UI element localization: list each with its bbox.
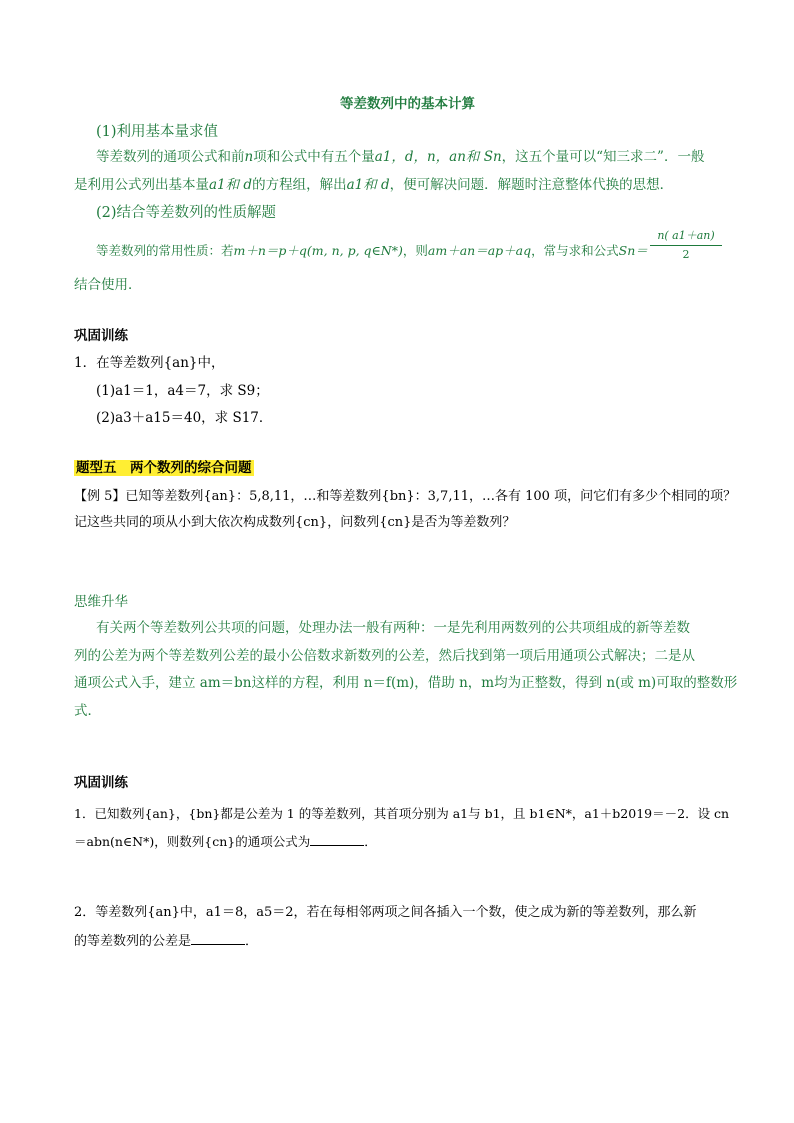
formula: m＋n＝p＋q(m, n, p, q∈N*) <box>233 243 403 258</box>
formula: Sn＝ <box>618 243 648 258</box>
text-run: 的方程组，解出 <box>252 177 347 193</box>
practice2-q2-line1: 2．等差数列{an}中，a1＝8，a5＝2，若在每相邻两项之间各插入一个数，使之成为新的等差数列，那么新 <box>74 905 697 920</box>
highlighted-heading: 题型五 两个数列的综合问题 <box>76 460 252 476</box>
thinking-line2: 列的公差为两个等差数列公差的最小公倍数求新数列的公差，然后找到第一项后用通项公式解决；二是从 <box>74 648 695 664</box>
example-line2: 记这些共同的项从小到大依次构成数列{cn}，问数列{cn}是否为等差数列？ <box>74 515 516 530</box>
practice2-q2-line2 <box>74 930 258 952</box>
fraction-denominator: 2 <box>682 248 690 261</box>
text-run: 等差数列的通项公式和前 <box>96 149 245 165</box>
answer-blank[interactable] <box>310 831 364 846</box>
text-run: 等差数列的常用性质：若 <box>96 243 234 258</box>
practice-heading-2: 巩固训练 <box>74 775 128 791</box>
section2-para-line1 <box>96 241 648 261</box>
example-label: 【例 5】 <box>74 489 126 504</box>
text-run: 是利用公式列出基本量 <box>74 177 209 193</box>
section1-para-line2 <box>74 175 673 195</box>
thinking-heading: 思维升华 <box>74 594 128 610</box>
text-run: 的等差数列的公差是 <box>74 934 192 949</box>
var-list: a1和 d <box>209 177 253 193</box>
practice-heading: 巩固训练 <box>74 328 128 344</box>
thinking-line3: 通项公式入手，建立 am＝bn这样的方程，利用 n＝f(m)，借助 n，m均为正整数，得到 n(或 m)可取的整数形 <box>74 675 738 691</box>
question-1-part1: (1)a1＝1，a4＝7，求 S9； <box>96 383 269 399</box>
practice2-q1-line2 <box>74 831 377 852</box>
text-run: ． <box>245 934 259 949</box>
fraction-bar <box>650 245 722 246</box>
var-n: n <box>244 149 254 165</box>
page-title: 等差数列中的基本计算 <box>340 96 475 112</box>
practice2-q1-line1: 1．已知数列{an}，{bn}都是公差为 1 的等差数列，其首项分别为 a1与 b1，且 b1∈N*，a1＋b2019＝－2．设 cn <box>74 806 730 821</box>
text-run: ，这五个量可以“知三求二”．一般 <box>501 149 705 165</box>
text-run: ，便可解决问题．解题时注意整体代换的思想． <box>389 177 674 193</box>
section2-para-line2: 结合使用． <box>74 277 142 293</box>
var-list: a1，d，n，an和 Sn <box>374 149 502 165</box>
text-run: ． <box>364 834 377 849</box>
section2-heading: (2)结合等差数列的性质解题 <box>96 205 277 221</box>
text-run: ＝abn(n∈N*)，则数列{cn}的通项公式为 <box>74 834 311 849</box>
formula: am＋an＝ap＋aq <box>427 243 532 258</box>
section1-heading: (1)利用基本量求值 <box>96 124 219 140</box>
answer-blank[interactable] <box>191 930 245 945</box>
example-line1 <box>74 487 736 507</box>
question-1: 1．在等差数列{an}中， <box>74 355 225 371</box>
type5-heading <box>74 458 254 478</box>
fraction-numerator: n( a1＋an) <box>657 229 715 242</box>
section1-para-line1 <box>96 147 704 167</box>
text-run: 已知等差数列{an}：5,8,11，…和等差数列{bn}：3,7,11，…各有 100 项，问它们有多少个相同的项？ <box>125 489 737 504</box>
thinking-line4: 式． <box>74 703 101 719</box>
sum-formula-fraction <box>650 229 722 262</box>
text-run: ，则 <box>402 243 428 258</box>
var-list: a1和 d <box>346 177 390 193</box>
question-1-part2: (2)a3＋a15＝40，求 S17． <box>96 410 273 426</box>
text-run: ，常与求和公式 <box>531 243 619 258</box>
text-run: 项和公式中有五个量 <box>253 149 375 165</box>
thinking-line1: 有关两个等差数列公共项的问题，处理办法一般有两种：一是先利用两数列的公共项组成的新等差数 <box>96 620 690 636</box>
